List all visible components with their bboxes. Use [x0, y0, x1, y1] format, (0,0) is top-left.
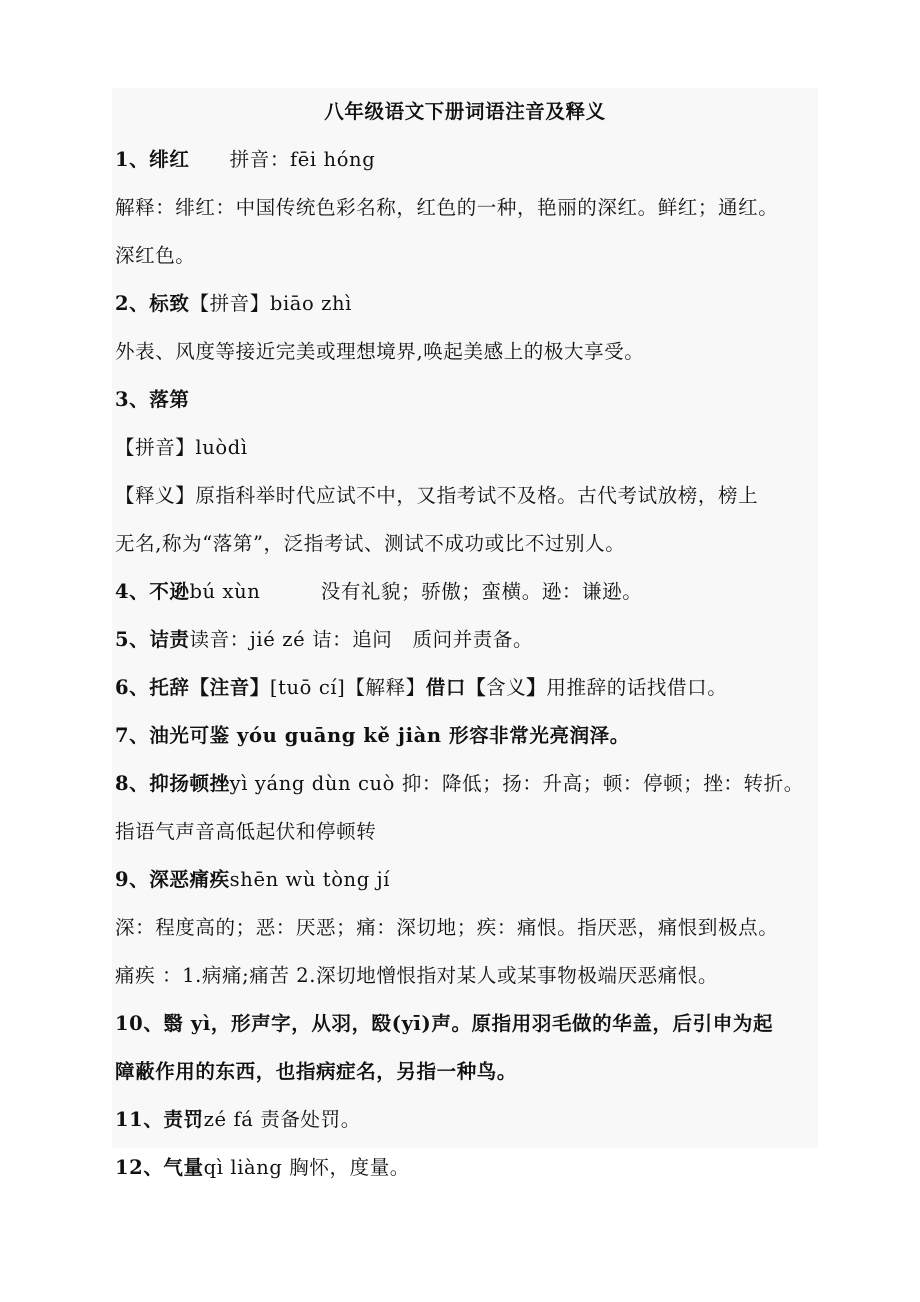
bold-term: 5、诘责 — [115, 628, 190, 651]
text-line — [115, 1000, 875, 1048]
text-line — [115, 568, 875, 616]
bold-term: 8、抑扬顿挫 — [115, 772, 230, 795]
text-line — [115, 136, 875, 184]
text-line — [115, 328, 875, 376]
text-line — [115, 424, 875, 472]
text-segment: 拼音：fēi hóng — [189, 148, 376, 171]
bold-term: 1、绯红 — [115, 148, 190, 171]
text-segment: 含义 — [486, 676, 527, 699]
text-line — [115, 184, 875, 232]
text-segment: 【拼音】biāo zhì — [189, 292, 353, 315]
text-segment: 无名,称为“落第”，泛指考试、测试不成功或比不过别人。 — [115, 532, 626, 555]
text-line — [115, 280, 875, 328]
text-line — [115, 1096, 875, 1144]
text-segment: 外表、风度等接近完美或理想境界,唤起美感上的极大享受。 — [115, 340, 645, 363]
text-segment: 【拼音】luòdì — [115, 436, 248, 459]
text-line — [115, 616, 875, 664]
document-body — [115, 88, 875, 1192]
text-segment: bú xùn 没有礼貌；骄傲；蛮横。逊：谦逊。 — [189, 580, 643, 603]
text-segment: [tuō cí]【解释】 — [269, 676, 426, 699]
text-segment: 解释：绯红：中国传统色彩名称，红色的一种，艳丽的深红。鲜红；通红。 — [115, 196, 779, 219]
bold-term: 2、标致 — [115, 292, 190, 315]
text-segment: qì liàng 胸怀，度量。 — [203, 1156, 410, 1179]
text-segment: 读音：jié zé 诘：追问 质问并责备。 — [189, 628, 534, 651]
text-segment: 指语气声音高低起伏和停顿转 — [115, 820, 377, 843]
text-line — [115, 1144, 875, 1192]
text-line — [115, 520, 875, 568]
text-line — [115, 904, 875, 952]
bold-term: 7、油光可鉴 yóu guāng kě jiàn 形容非常光亮润泽。 — [115, 724, 630, 747]
text-line — [115, 712, 875, 760]
text-segment: zé fá 责备处罚。 — [203, 1108, 361, 1131]
text-segment: 深：程度高的；恶：厌恶；痛：深切地；疾：痛恨。指厌恶，痛恨到极点。 — [115, 916, 779, 939]
bold-term: 6、托辞【注音】 — [115, 676, 270, 699]
text-segment: shēn wù tòng jí — [229, 868, 391, 891]
text-line — [115, 760, 875, 808]
text-line — [115, 664, 875, 712]
text-line — [115, 952, 875, 1000]
text-segment: 痛疾 ：1.病痛;痛苦 2.深切地憎恨指对某人或某事物极端厌恶痛恨。 — [115, 964, 719, 987]
text-segment: 深红色。 — [115, 244, 196, 267]
bold-term: 12、气量 — [115, 1156, 204, 1179]
text-line — [115, 856, 875, 904]
text-segment: yì yáng dùn cuò 抑：降低；扬：升高；顿：停顿；挫：转折。 — [229, 772, 804, 795]
bold-term: 9、深恶痛疾 — [115, 868, 230, 891]
bold-term: 4、不逊 — [115, 580, 190, 603]
bold-term: 11、责罚 — [115, 1108, 204, 1131]
text-segment: 用推辞的话找借口。 — [546, 676, 728, 699]
bold-term: 借口【 — [425, 676, 487, 699]
text-line — [115, 1048, 875, 1096]
bold-term: 3、落第 — [115, 388, 190, 411]
text-line — [115, 808, 875, 856]
bold-term: 10、翳 yì，形声字，从羽，殹(yī)声。原指用羽毛做的华盖，后引申为起 — [115, 1012, 774, 1035]
text-segment: 【释义】原指科举时代应试不中，又指考试不及格。古代考试放榜，榜上 — [115, 484, 759, 507]
text-line — [115, 232, 875, 280]
text-line — [115, 376, 875, 424]
bold-term: 】 — [526, 676, 547, 699]
bold-term: 障蔽作用的东西，也指病症名，另指一种鸟。 — [115, 1060, 518, 1083]
text-line — [115, 472, 875, 520]
document-title: 八年级语文下册词语注音及释义 — [324, 100, 606, 123]
